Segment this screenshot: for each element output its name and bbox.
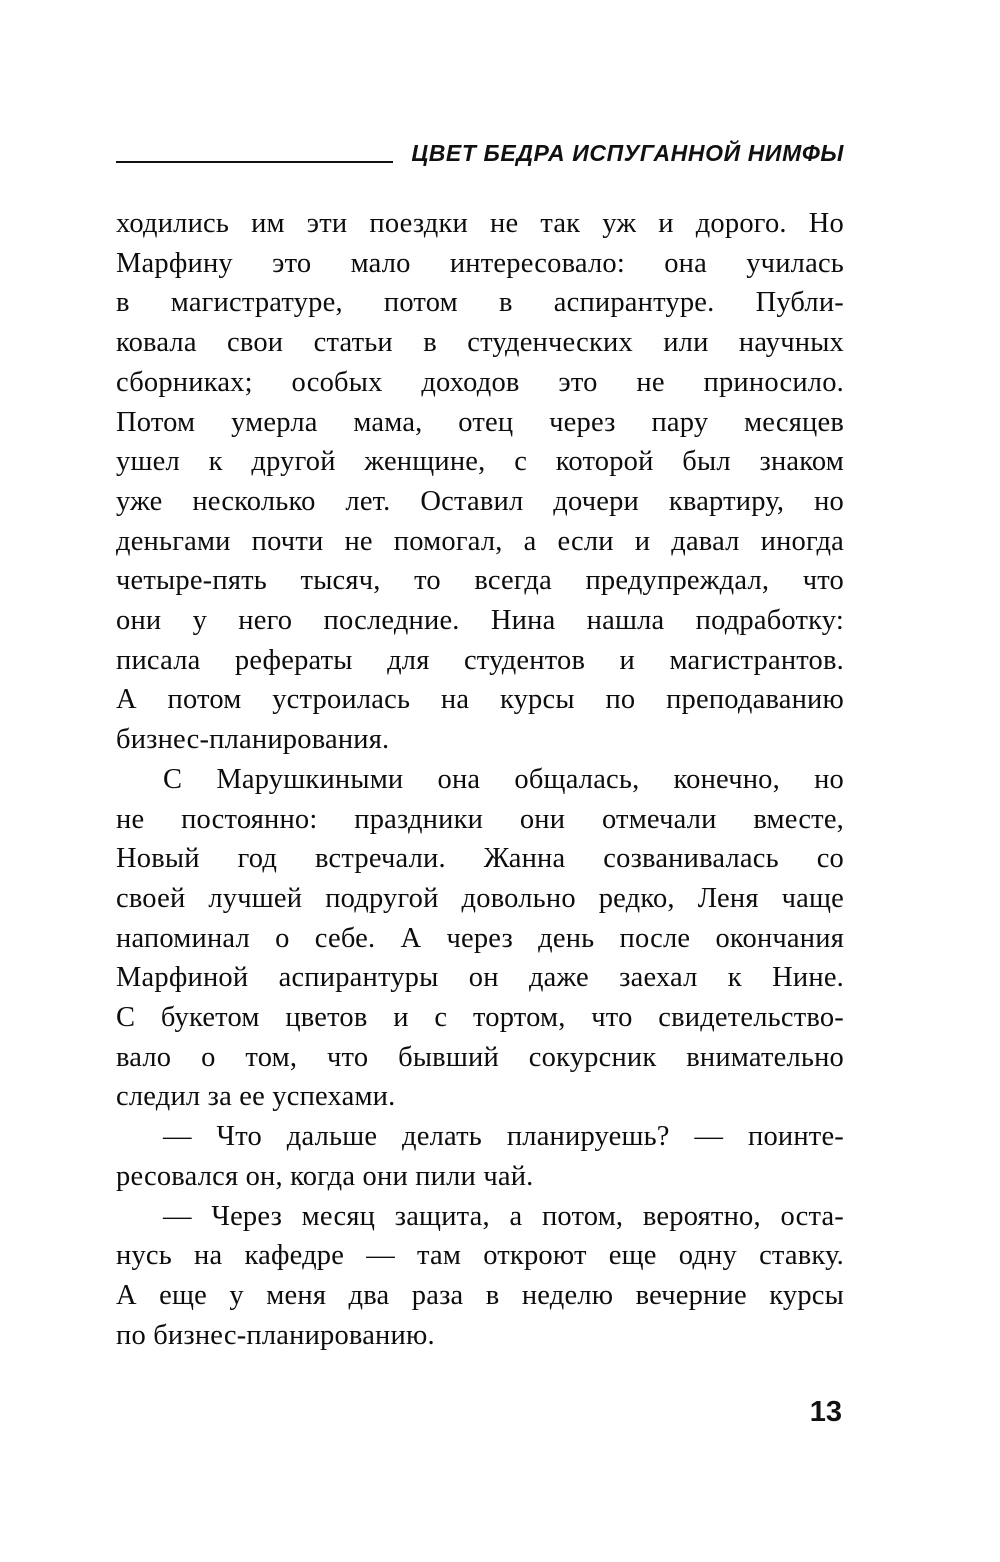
text-line: по бизнес-планированию. xyxy=(116,1319,435,1351)
text-line: напоминал о себе. А через день после окончания xyxy=(116,922,844,954)
text-line: своей лучшей подругой довольно редко, Леня чаще xyxy=(116,882,844,914)
text-line: писала рефераты для студентов и магистрантов. xyxy=(116,644,844,676)
running-header xyxy=(116,140,844,167)
text-line: следил за ее успехами. xyxy=(116,1081,396,1113)
text-line: С Марушкиными она общалась, конечно, но xyxy=(163,763,844,795)
text-line: уже несколько лет. Оставил дочери квартиру, но xyxy=(116,485,844,517)
text-line: А еще у меня два раза в неделю вечерние курсы xyxy=(116,1279,844,1311)
text-line: ресовался он, когда они пили чай. xyxy=(116,1160,534,1192)
header-rule xyxy=(116,161,393,163)
text-body xyxy=(116,204,844,1355)
text-line: в магистратуре, потом в аспирантуре. Публи- xyxy=(116,287,844,319)
text-line: — Через месяц защита, а потом, вероятно, оста- xyxy=(163,1200,844,1232)
text-line: бизнес-планирования. xyxy=(116,724,390,756)
text-line: они у него последние. Нина нашла подработку: xyxy=(116,605,844,637)
page-number: 13 xyxy=(809,1396,842,1428)
text-line: ковала свои статьи в студенческих или научных xyxy=(116,327,844,359)
text-line: сборниках; особых доходов это не приносило. xyxy=(116,366,844,398)
text-line: Марфиной аспирантуры он даже заехал к Нине. xyxy=(116,962,844,994)
text-line: деньгами почти не помогал, а если и давал иногда xyxy=(116,525,844,557)
text-line: ходились им эти поездки не так уж и дорого. Но xyxy=(116,208,844,239)
text-line: четыре-пять тысяч, то всегда предупреждал, что xyxy=(116,565,844,597)
text-line: нусь на кафедре — там откроют еще одну ставку. xyxy=(116,1240,844,1272)
text-line: Новый год встречали. Жанна созванивалась со xyxy=(116,843,844,875)
book-title-header: ЦВЕТ БЕДРА ИСПУГАННОЙ НИМФЫ xyxy=(411,140,844,166)
text-line: А потом устроилась на курсы по преподаванию xyxy=(116,684,844,716)
text-line: не постоянно: праздники они отмечали вместе, xyxy=(116,803,844,835)
text-line: Потом умерла мама, отец через пару месяцев xyxy=(116,406,844,438)
text-line: вало о том, что бывший сокурсник внимательно xyxy=(116,1041,844,1073)
text-line: ушел к другой женщине, с которой был знаком xyxy=(116,446,844,478)
text-line: С букетом цветов и с тортом, что свидетельство- xyxy=(116,1002,844,1034)
text-line: — Что дальше делать планируешь? — поинте- xyxy=(163,1121,844,1153)
text-line: Марфину это мало интересовало: она училась xyxy=(116,247,844,279)
